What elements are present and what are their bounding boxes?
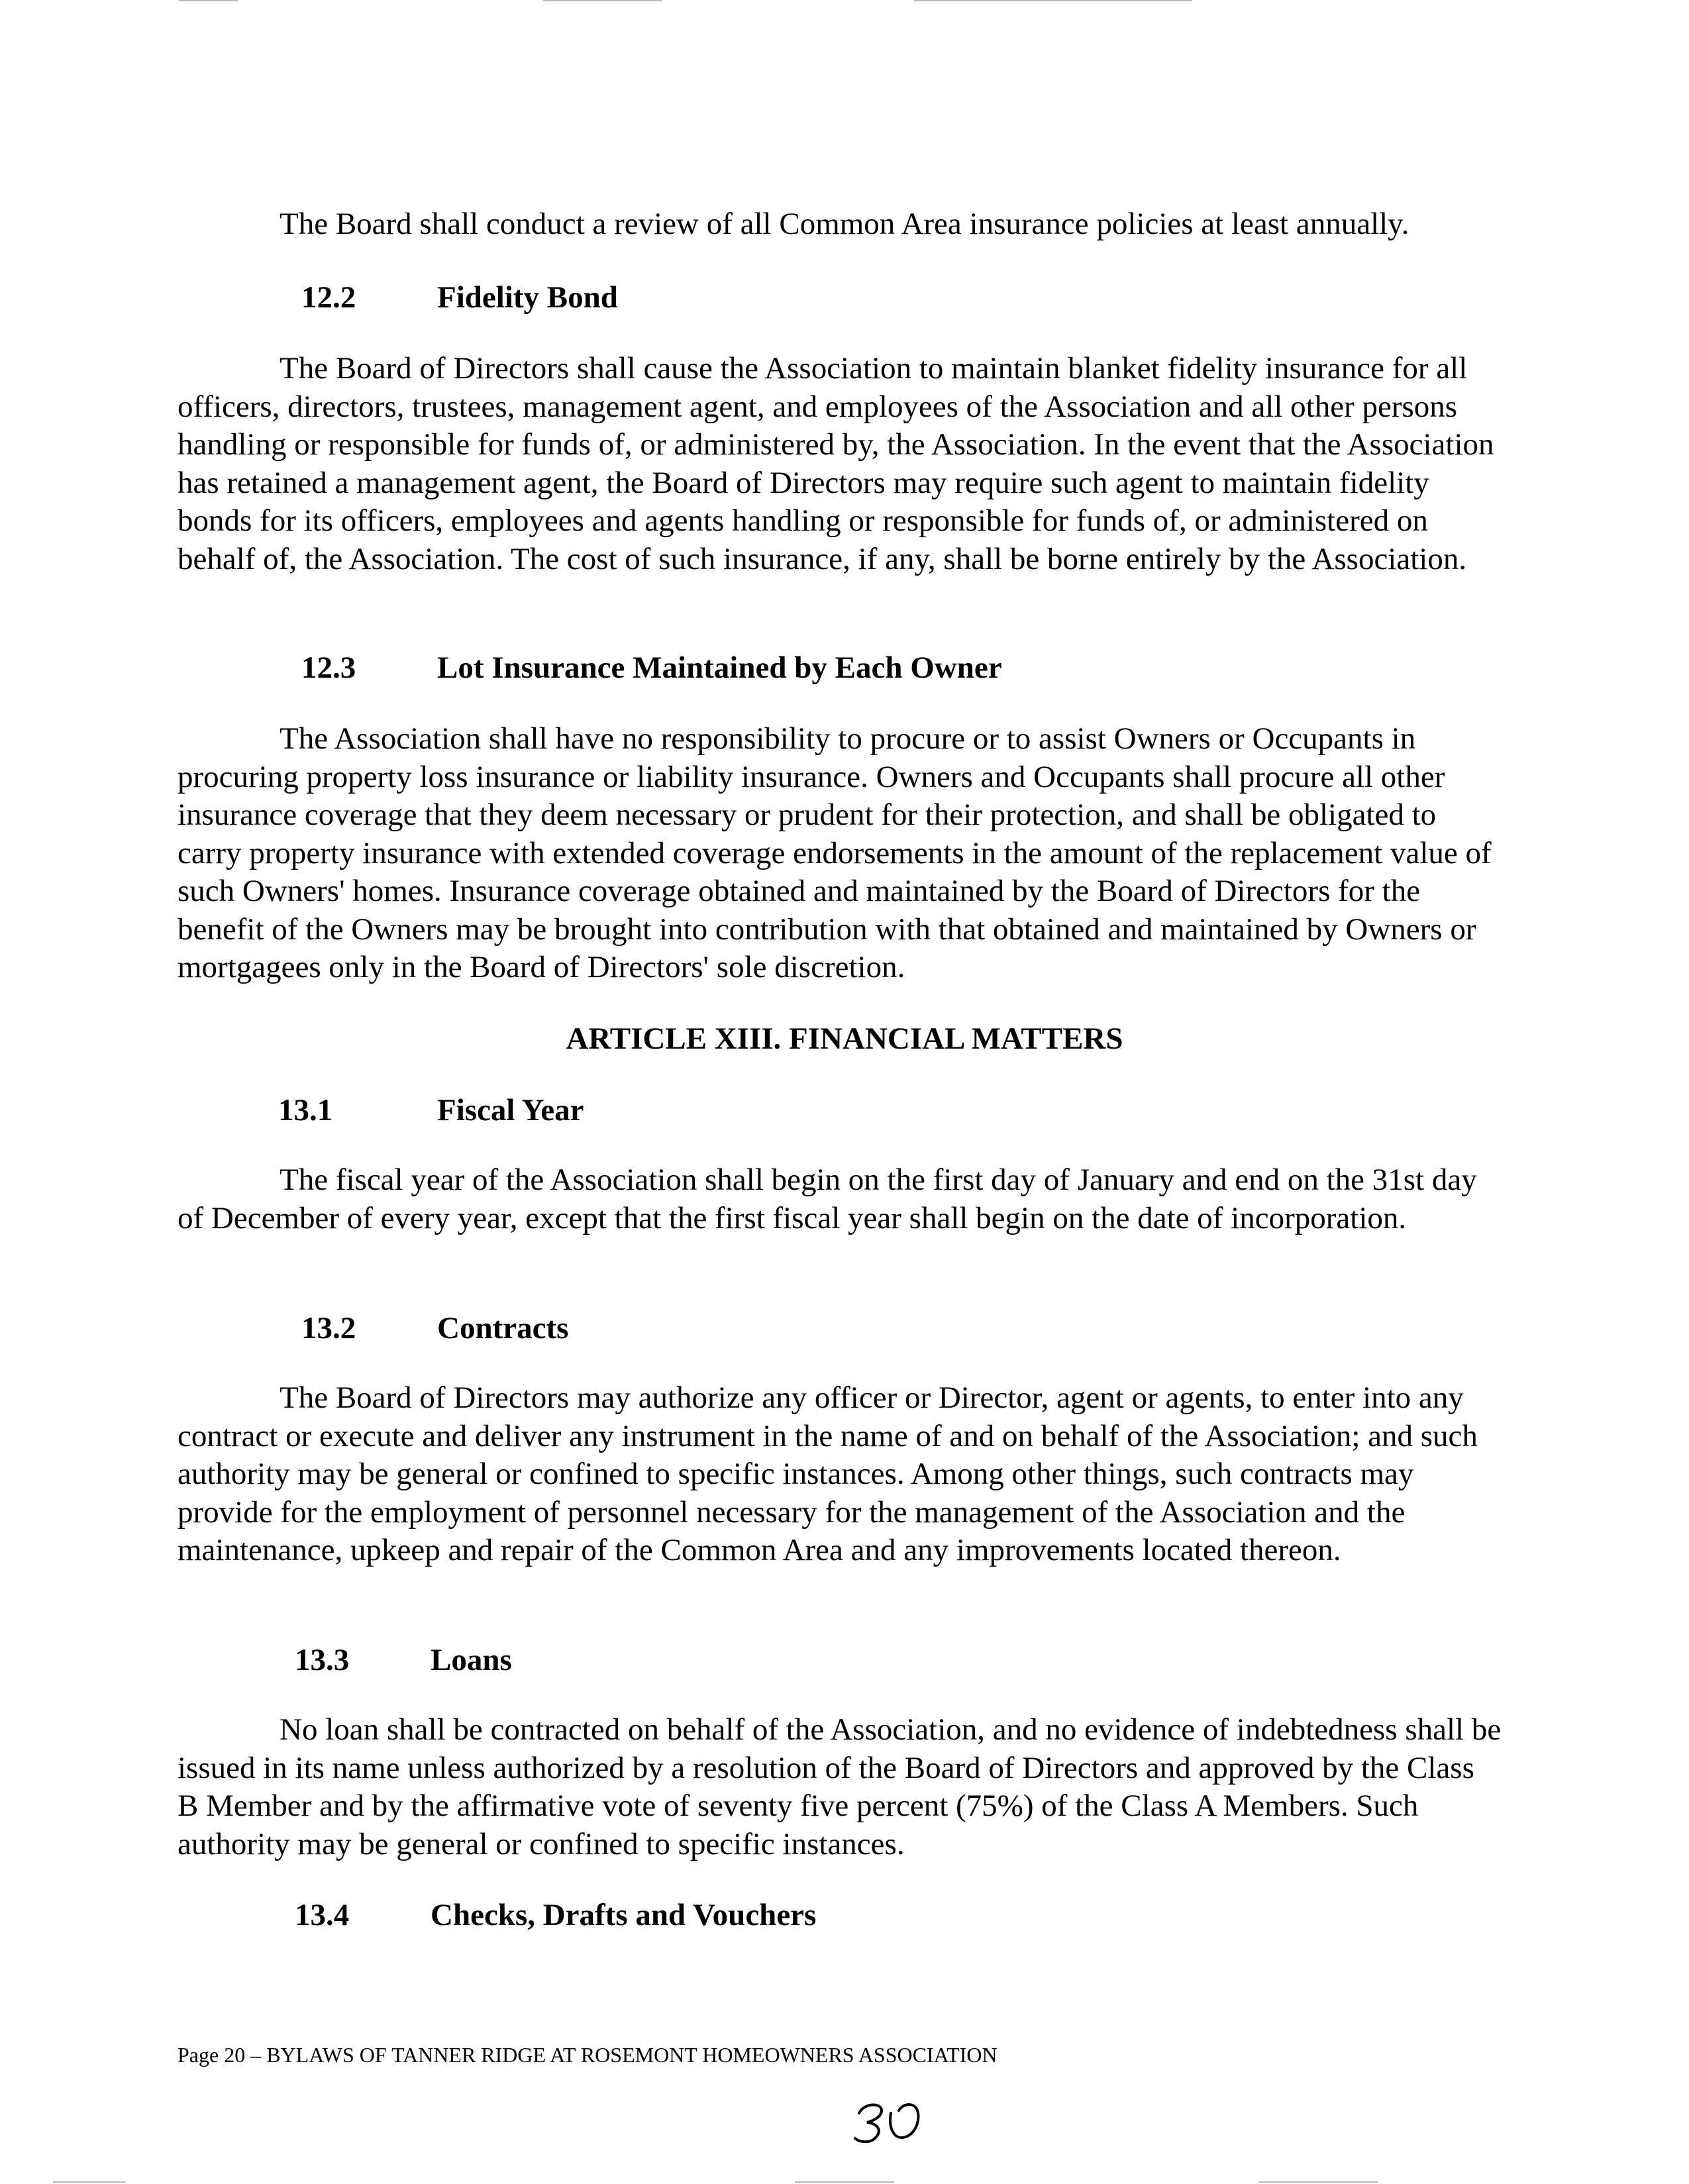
- scan-artifact-top: [914, 0, 1192, 1]
- section-body-text: The Board of Directors may authorize any officer or Director, agent or agents, to enter into any contract or execute and deliver any instrument in the name of and on behalf of the Association; and such authority may be general or confined to specific instances. Among other things, such contracts may provide for the employment of personnel necessary for the management of the Association and the maintenance, upkeep and repair of the Common Area and any improvements located thereon.: [178, 1380, 1478, 1567]
- section-number: 13.1: [278, 1093, 333, 1127]
- section-number: 13.2: [301, 1311, 356, 1345]
- intro-paragraph: [178, 205, 1502, 244]
- section-number: 13.4: [295, 1898, 350, 1932]
- section-title: Contracts: [437, 1311, 569, 1345]
- section-body-text: No loan shall be contracted on behalf of the Association, and no evidence of indebtedness shall be issued in its name unless authorized by a resolution of the Board of Directors and approved by the Class B Member and by the affirmative vote of seventy five percent (75%) of the Class A Members. Such authority may be general or confined to specific instances.: [178, 1712, 1502, 1861]
- section-title: Fiscal Year: [437, 1093, 584, 1127]
- section-number: 12.2: [301, 280, 356, 315]
- section-body-13-3: [178, 1711, 1502, 1863]
- section-body-13-2: [178, 1379, 1502, 1570]
- section-body-13-1: [178, 1161, 1502, 1237]
- section-title: Lot Insurance Maintained by Each Owner: [437, 650, 1002, 685]
- section-body-text: The Board of Directors shall cause the Association to maintain blanket fidelity insurance for all officers, directors, trustees, management agent, and employees of the Association and all other persons handling or responsible for funds of, or administered by, the Association. In the event that the Association has retained a management agent, the Board of Directors may require such agent to maintain fidelity bonds for its officers, employees and agents handling or responsible for funds of, or administered on behalf of, the Association. The cost of such insurance, if any, shall be borne entirely by the Association.: [178, 351, 1494, 576]
- scan-artifact-bottom: [795, 2181, 894, 2183]
- scan-artifact-top: [543, 0, 662, 1]
- section-body-text: The Association shall have no responsibility to procure or to assist Owners or Occupants in procuring property loss insurance or liability insurance. Owners and Occupants shall procure all other insurance coverage that they deem necessary or prudent for their protection, and shall be obligated to carry property insurance with extended coverage endorsements in the amount of the replacement value of such Owners' homes. Insurance coverage obtained and maintained by the Board of Directors for the benefit of the Owners may be brought into contribution with that obtained and maintained by Owners or mortgagees only in the Board of Directors' sole discretion.: [178, 721, 1492, 984]
- intro-text: The Board shall conduct a review of all Common Area insurance policies at least annually.: [280, 207, 1409, 241]
- section-title: Fidelity Bond: [437, 280, 618, 315]
- page-footer: Page 20 – BYLAWS OF TANNER RIDGE AT ROSEMONT HOMEOWNERS ASSOCIATION: [178, 2043, 998, 2067]
- section-body-12-3: [178, 720, 1502, 987]
- section-title: Loans: [431, 1643, 512, 1677]
- section-title: Checks, Drafts and Vouchers: [431, 1898, 817, 1932]
- section-number: 13.3: [295, 1643, 350, 1677]
- section-number: 12.3: [301, 650, 356, 685]
- handwritten-page-number: [851, 2099, 937, 2148]
- scan-artifact-bottom: [1258, 2181, 1378, 2183]
- scan-artifact-bottom: [53, 2181, 126, 2183]
- scan-artifact-top: [179, 0, 238, 1]
- section-body-12-2: [178, 350, 1502, 578]
- section-body-text: The fiscal year of the Association shall begin on the first day of January and end on the 31st day of December of every year, except that the first fiscal year shall begin on the date of incorporation.: [178, 1163, 1477, 1235]
- article-heading: ARTICLE XIII. FINANCIAL MATTERS: [566, 1021, 1123, 1056]
